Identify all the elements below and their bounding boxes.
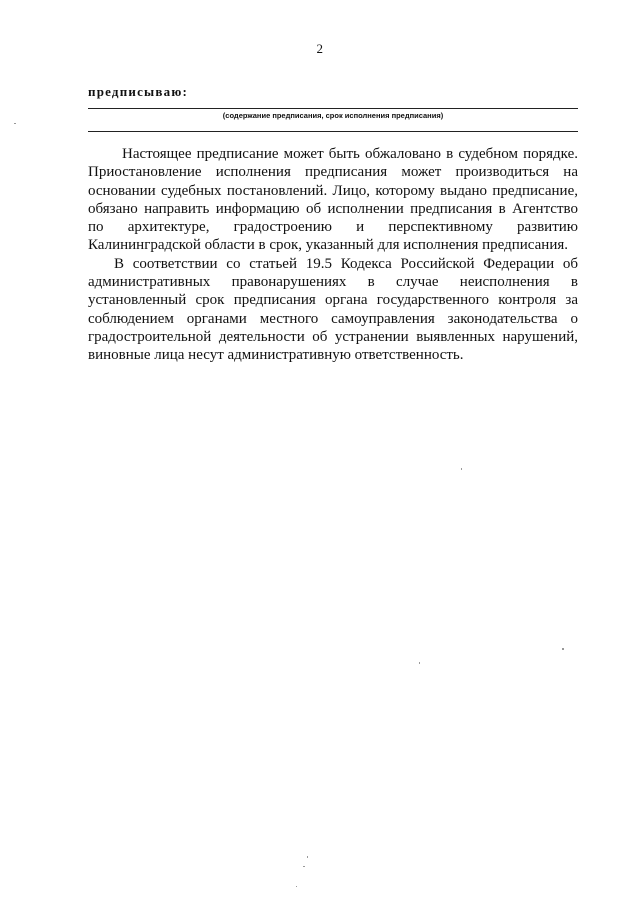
page-number: 2 <box>316 41 324 56</box>
scan-speck <box>562 648 564 650</box>
scan-speck <box>461 468 462 470</box>
body-text <box>88 145 578 365</box>
fill-in-caption: (содержание предписания, срок исполнения предписания) <box>222 111 444 120</box>
scan-speck <box>303 866 305 867</box>
scan-speck <box>296 886 297 887</box>
scan-speck <box>14 123 16 124</box>
fill-in-line-top <box>88 108 578 109</box>
scan-speck <box>307 856 308 858</box>
fill-in-line-bottom <box>88 131 578 132</box>
order-heading: предписываю: <box>88 84 188 99</box>
paragraph-liability: В соответствии со статьей 19.5 Кодекса Российской Федерации об административных правонарушениях в случае неисполнения в установленный срок предписания органа государственного контроля за соблюдением органами местного самоуправления законодательства о градостроительной деятельности об устранении выявленных нарушений, виновные лица несут административную ответственность. <box>88 255 578 364</box>
scan-speck <box>419 662 420 664</box>
paragraph-appeal: Настоящее предписание может быть обжаловано в судебном порядке. Приостановление исполнения предписания может производиться на основании судебных постановлений. Лицо, которому выдано предписание, обязано направить информацию об исполнении предписания в Агентство по архитектуре, градостроению и перспективному развитию Калининградской области в срок, указанный для исполнения предписания. <box>88 146 578 254</box>
